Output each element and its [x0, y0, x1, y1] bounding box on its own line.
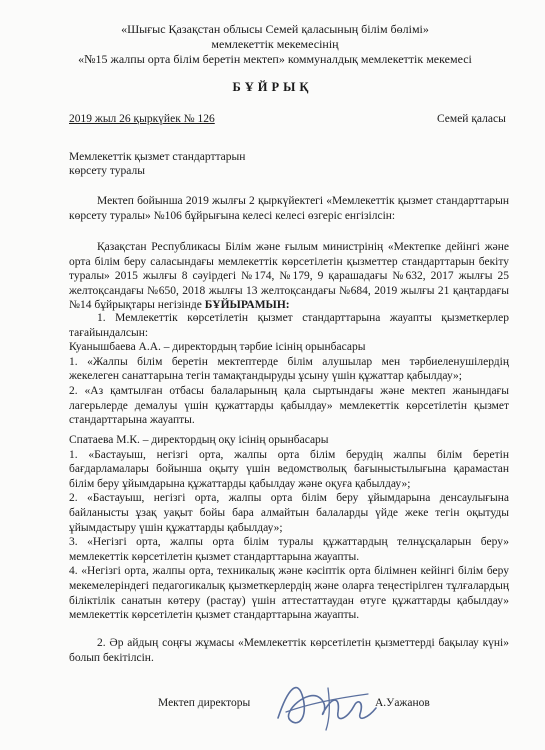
- section-3: [69, 636, 509, 665]
- point-1: 1. Мемлекеттік көрсетілетін қызмет стандарттарына жауапты қызметкерлер тағайындалсын:: [69, 312, 509, 339]
- person-1: Куанышбаева А.А. – директордың тәрбие ісінің орынбасары: [69, 341, 366, 354]
- order-city: Семей қаласы: [437, 113, 506, 125]
- section-2: [69, 433, 509, 623]
- signatory-position: Мектеп директоры: [158, 697, 251, 709]
- subject-line-1: Мемлекеттік қызмет стандарттарын: [69, 151, 246, 163]
- order-date-number: 2019 жыл 26 қыркүйек № 126: [69, 113, 215, 125]
- point-2-2: 2. «Бастауыш, негізгі орта, жалпы орта білім беру ұйымдарына денсаулығына байланысты ұзақ уақыт бойы бара алмайтын балаларды үйде жеке тегін оқытуды ұйымдастыру үшін құжаттарды қабылдау»;: [69, 492, 509, 534]
- intro-paragraph: [69, 194, 509, 223]
- document-title: БҰЙРЫҚ: [232, 80, 313, 94]
- order-keyword: БҰЙЫРАМЫН:: [204, 299, 290, 312]
- point-1-2: 2. «Аз қамтылған отбасы балаларының қала сыртындағы және мектеп жанындағы лагерьлерде демалуы үшін құжаттарды қабылдау» мемлекеттік көрсетілетін қызмет стандарттарына жауапты.: [69, 384, 509, 427]
- person-2: Спатаева М.К. – директордың оқу ісінің орынбасары: [69, 434, 329, 446]
- intro-text: Мектеп бойынша 2019 жылғы 2 қыркүйектегі «Мемлекеттік қызмет стандарттарын көрсету туралы» №106 бұйрығына келесі келесі өзгеріс енгізілсін:: [69, 195, 509, 222]
- point-3: 2. Әр айдың соңғы жұмасы «Мемлекеттік көрсетілетін қызметтерді бақылау күні» болып бекітілсін.: [69, 637, 509, 664]
- header-line-1: «Шығыс Қазақстан облысы Семей қаласының білім бөлімі»: [121, 22, 429, 36]
- point-1-1: 1. «Жалпы білім беретін мектептерде білім алушылар мен тәрбиеленушілердің жекелеген санаттарына тегін тамақтандыруды ұсыну үшін құжаттар қабылдау»;: [69, 355, 509, 383]
- section-1: [69, 311, 509, 428]
- header-line-2: мемлекеттік мекемесінің: [211, 37, 339, 51]
- signatory-name: А.Уажанов: [375, 697, 430, 709]
- point-2-4: 4. «Негізгі орта, жалпы орта, техникалық және кәсіптік орта білімнен кейінгі білім беру мекемелеріндегі педагогикалық қызметкерлердің және оларға теңестірілген тұлғалардың біліктілік санатын көтеру (растау) үшін аттестаттаудан өтуге құжаттарды қабылдау» мемлекеттік көрсетілетін қызмет стандарттарына жауапты.: [69, 565, 509, 622]
- point-2-1: 1. «Бастауыш, негізгі орта, жалпы орта білім берудің жалпы білім беретін бағдарламалары бойынша оқыту үшін ведомстволық бағыныстылығына қарамастан білім беру ұйымдарына құжаттарды қабылдау және оқуға қабылдау»;: [69, 448, 509, 490]
- header-line-3: «№15 жалпы орта білім беретін мектеп» коммуналдық мемлекеттік мекемесі: [78, 52, 472, 66]
- basis-text: Қазақстан Республикасы Білім және ғылым министрінің «Мектепке дейінгі және орта білім беру саласындағы мемлекеттік көрсетілетін қызметтер стандарттарын бекіту туралы» 2015 жылғы 8 сәуірдегі №174, №179, 9 қарашадағы №632, 2017 жылғы 25 желтоқсандағы №650, 2018 жылғы 13 желтоқсандағы №684, 2019 жылғы 21 қаңтардағы №14 бұйрықтары негізінде: [69, 241, 509, 312]
- subject-line-2: көрсету туралы: [69, 165, 145, 177]
- handwritten-signature: [268, 668, 388, 738]
- point-2-3: 3. «Негізгі орта, жалпы орта білім туралы құжаттардың телнұсқаларын беру» мемлекеттік көрсетілетін қызмет стандарттарына жауапты.: [69, 536, 509, 563]
- basis-paragraph: [69, 240, 509, 313]
